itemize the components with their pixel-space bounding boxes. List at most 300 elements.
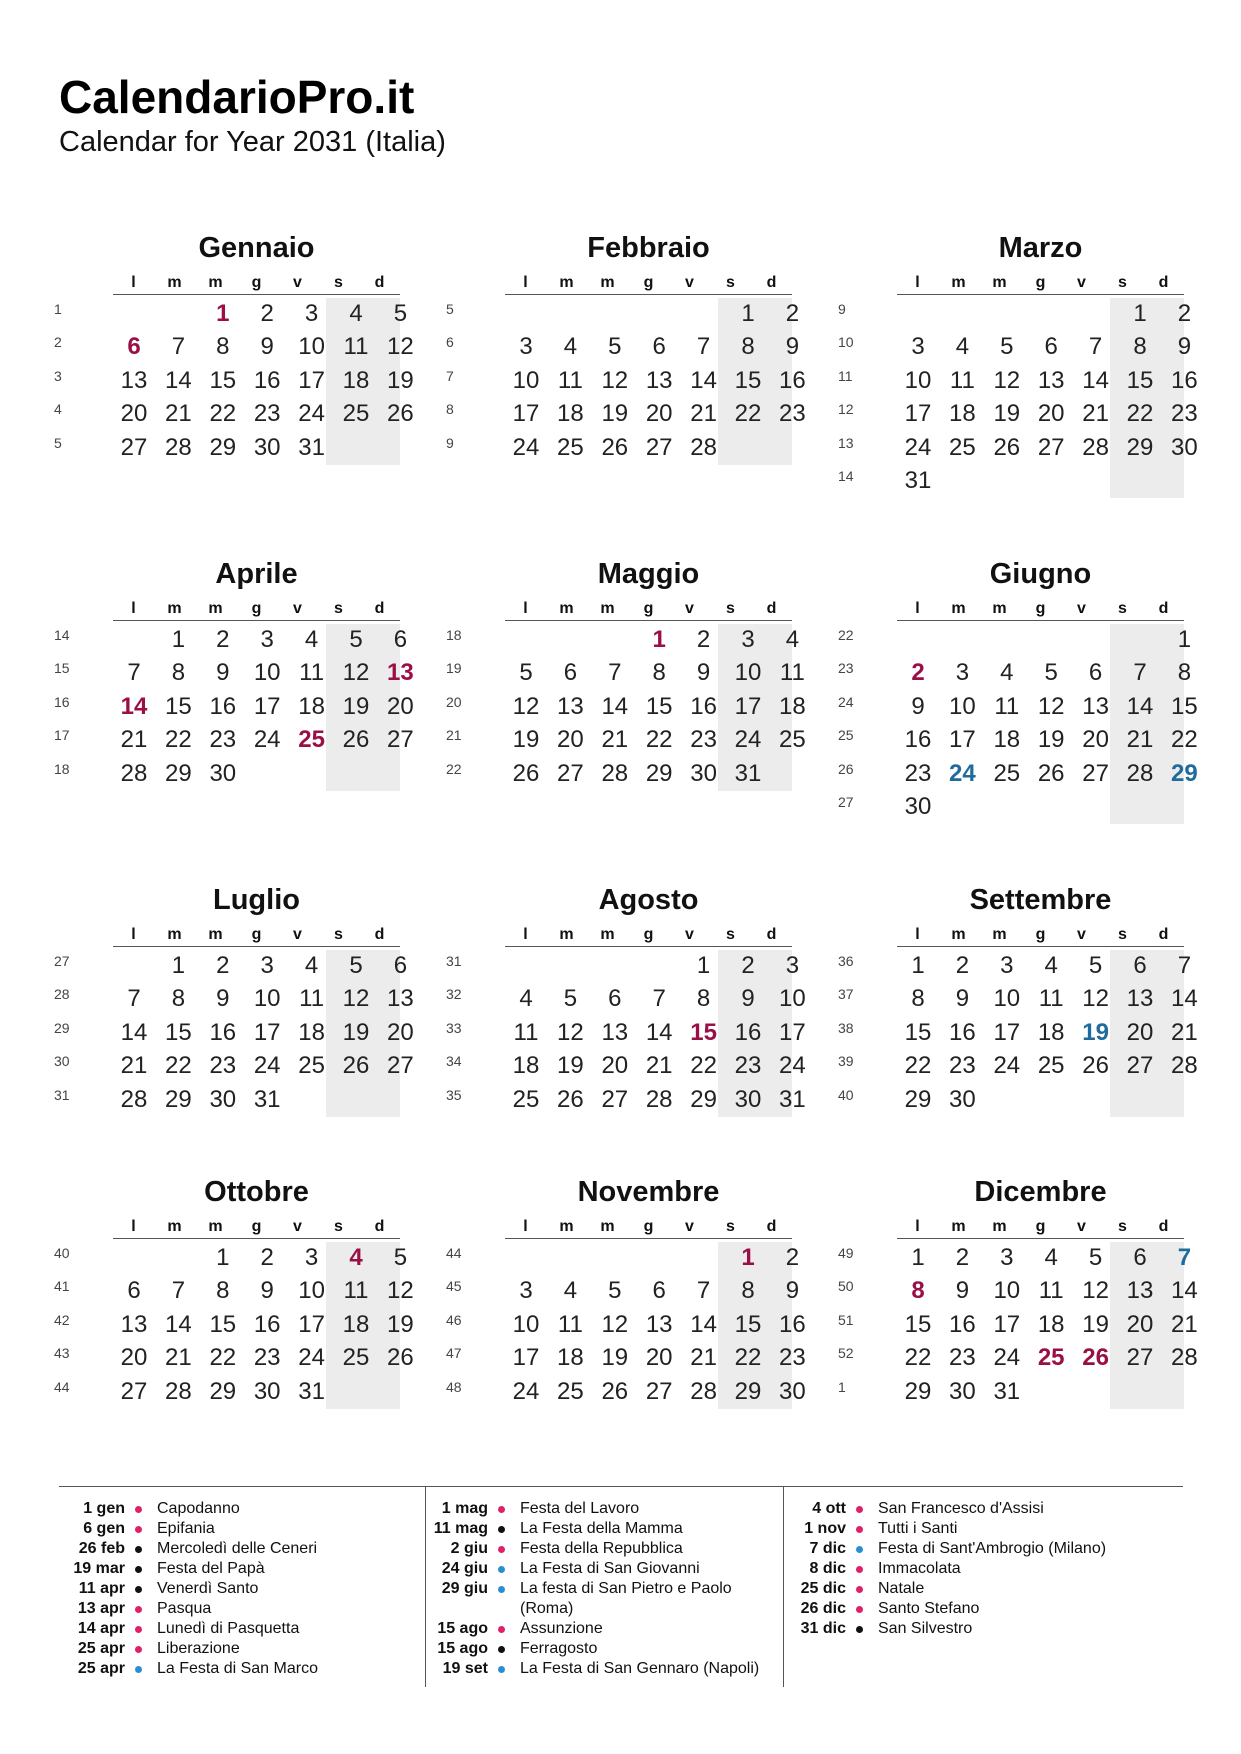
day-cell: 11	[994, 692, 1020, 720]
day-cell: 10	[734, 659, 762, 687]
day-cell: 2	[785, 300, 800, 327]
legend-name: Santo Stefano	[878, 1600, 980, 1617]
legend-date: 2 giu	[450, 1540, 488, 1557]
week-number: 25	[838, 727, 854, 744]
day-cell: 22	[904, 1344, 932, 1372]
weekday-header: v	[1077, 600, 1086, 617]
day-cell: 1	[696, 952, 711, 979]
day-cell: 26	[601, 433, 629, 461]
day-cell: 11	[557, 366, 583, 394]
day-cell: 25	[557, 1377, 584, 1405]
day-cell: 3	[1000, 952, 1014, 979]
local-dot-icon	[135, 1666, 142, 1673]
weekday-header: l	[523, 926, 528, 943]
week-number: 31	[446, 953, 462, 969]
day-cell: 24	[904, 433, 932, 461]
day-cell: 13	[557, 692, 584, 720]
day-cell: 21	[1126, 726, 1154, 754]
week-number: 45	[446, 1278, 462, 1295]
week-number: 32	[446, 986, 462, 1003]
day-cell: 9	[785, 1277, 800, 1305]
week-number: 37	[838, 986, 854, 1003]
day-cell: 26	[387, 1344, 414, 1372]
day-cell: 10	[298, 333, 325, 361]
day-cell: 1	[911, 1244, 925, 1271]
day-cell: 3	[519, 1277, 533, 1305]
day-cell: 15	[734, 1310, 762, 1338]
week-number: 15	[54, 660, 70, 677]
legend-date: 19 mar	[73, 1560, 125, 1577]
day-cell: 2	[785, 1244, 800, 1271]
day-cell: 21	[120, 726, 148, 754]
day-cell: 10	[512, 366, 540, 394]
weekday-header: d	[766, 600, 777, 617]
day-cell: 18	[993, 726, 1021, 754]
legend-name: Pasqua	[157, 1600, 212, 1617]
week-number: 3	[54, 367, 62, 384]
day-cell: 7	[1133, 659, 1147, 687]
day-cell: 5	[608, 1277, 622, 1305]
weekday-header: m	[951, 926, 966, 943]
day-cell: 22	[165, 726, 192, 754]
local-dot-icon	[498, 1566, 505, 1573]
legend-name: Tutti i Santi	[878, 1520, 958, 1537]
week-number: 5	[54, 434, 62, 451]
legend-column	[425, 1487, 784, 1687]
day-cell: 27	[120, 1377, 148, 1405]
day-cell: 23	[734, 1052, 762, 1080]
day-cell: 12	[1082, 1277, 1109, 1305]
legend-name: Assunzione	[520, 1620, 603, 1637]
weekday-header: g	[251, 926, 262, 943]
day-cell: 6	[608, 985, 622, 1013]
day-cell: 8	[741, 333, 755, 361]
day-cell: 29	[165, 759, 192, 787]
legend-name: Epifania	[157, 1520, 215, 1537]
week-number: 13	[838, 434, 854, 451]
day-cell: 19	[342, 692, 370, 720]
day-cell: 1	[911, 952, 925, 979]
legend-date: 1 gen	[83, 1500, 125, 1517]
day-cell: 28	[690, 433, 717, 461]
day-cell: 23	[904, 759, 932, 787]
day-cell: 29	[690, 1085, 717, 1113]
weekday-header-row	[897, 926, 1184, 947]
weekday-header: l	[915, 600, 920, 617]
day-cell: 6	[393, 626, 408, 653]
day-cell: 20	[387, 1018, 414, 1046]
day-cell: 4	[563, 1277, 578, 1305]
day-cell: 28	[690, 1377, 717, 1405]
day-cell: 26	[342, 1052, 370, 1080]
day-cell: 20	[1082, 726, 1109, 754]
day-cell: 18	[557, 1344, 584, 1372]
week-number: 33	[446, 1019, 462, 1036]
weekday-header: s	[726, 274, 735, 291]
day-cell: 15	[904, 1310, 932, 1338]
day-cell: 4	[1044, 952, 1058, 979]
holiday-day-cell: 15	[690, 1018, 717, 1046]
weekday-header: l	[915, 1218, 920, 1235]
day-cell: 18	[779, 692, 806, 720]
day-cell: 14	[1171, 1277, 1198, 1305]
day-cell: 27	[645, 1377, 673, 1405]
day-cell: 25	[993, 759, 1021, 787]
day-cell: 1	[216, 1244, 230, 1271]
weekday-header: v	[1077, 1218, 1086, 1235]
legend-date: 15 ago	[437, 1640, 488, 1657]
day-cell: 31	[734, 759, 762, 787]
national-dot-icon	[856, 1526, 863, 1533]
week-number: 40	[54, 1245, 70, 1261]
day-cell: 21	[1082, 400, 1109, 428]
day-cell: 16	[209, 1018, 237, 1046]
weekday-header: m	[559, 1218, 574, 1235]
observance-dot-icon	[498, 1646, 505, 1653]
national-dot-icon	[498, 1546, 505, 1553]
weekday-header: d	[374, 274, 385, 291]
weekday-header: m	[208, 1218, 223, 1235]
day-cell: 31	[993, 1377, 1021, 1405]
week-number: 14	[838, 468, 854, 484]
day-cell: 21	[601, 726, 629, 754]
week-number: 18	[54, 760, 70, 777]
weekday-header: s	[726, 1218, 735, 1235]
holiday-day-cell: 8	[911, 1277, 925, 1305]
day-cell: 25	[512, 1085, 540, 1113]
legend-date: 13 apr	[77, 1600, 125, 1617]
legend-date: 19 set	[442, 1660, 488, 1677]
day-cell: 2	[1177, 300, 1192, 327]
day-cell: 30	[1171, 433, 1198, 461]
national-dot-icon	[135, 1506, 142, 1513]
day-cell: 2	[260, 300, 274, 327]
day-cell: 12	[993, 366, 1021, 394]
day-cell: 4	[304, 626, 319, 653]
legend-name: La Festa di San Marco	[157, 1660, 318, 1677]
day-cell: 22	[734, 1344, 762, 1372]
week-number: 27	[54, 953, 70, 969]
day-cell: 25	[342, 1344, 370, 1372]
day-cell: 30	[904, 793, 932, 820]
day-cell: 10	[253, 659, 281, 687]
day-cell: 18	[1037, 1018, 1065, 1046]
day-cell: 16	[253, 1310, 281, 1338]
day-cell: 8	[911, 985, 925, 1013]
day-cell: 26	[601, 1377, 629, 1405]
weekday-header-row	[897, 600, 1184, 621]
day-cell: 17	[512, 1344, 540, 1372]
day-cell: 11	[343, 333, 369, 361]
month-title: Dicembre	[974, 1176, 1107, 1208]
day-cell: 28	[165, 433, 192, 461]
day-cell: 20	[645, 400, 673, 428]
day-cell: 12	[342, 659, 370, 687]
weekday-header: d	[766, 274, 777, 291]
national-dot-icon	[135, 1606, 142, 1613]
day-cell: 3	[741, 626, 755, 653]
legend-date: 1 nov	[804, 1520, 846, 1537]
week-number: 8	[446, 401, 454, 418]
weekday-header: m	[600, 600, 615, 617]
legend-name: Festa del Lavoro	[520, 1500, 640, 1517]
day-cell: 29	[209, 433, 237, 461]
day-cell: 25	[779, 726, 806, 754]
day-cell: 26	[557, 1085, 584, 1113]
day-cell: 21	[690, 400, 717, 428]
day-cell: 20	[120, 400, 148, 428]
weekday-header: m	[600, 274, 615, 291]
weekday-header: g	[251, 1218, 262, 1235]
weekday-header: g	[643, 1218, 654, 1235]
weekday-header: m	[951, 1218, 966, 1235]
legend-name: Immacolata	[878, 1560, 961, 1577]
holiday-day-cell: 25	[298, 726, 325, 754]
day-cell: 30	[949, 1085, 976, 1113]
holiday-day-cell: 1	[216, 300, 230, 327]
week-number: 44	[446, 1245, 462, 1261]
day-cell: 16	[690, 692, 717, 720]
weekday-header: v	[685, 600, 694, 617]
day-cell: 27	[387, 1052, 414, 1080]
weekday-header: d	[1158, 600, 1169, 617]
weekday-header: g	[643, 926, 654, 943]
day-cell: 28	[1082, 433, 1109, 461]
day-cell: 20	[645, 1344, 673, 1372]
day-cell: 13	[387, 985, 414, 1013]
national-dot-icon	[135, 1526, 142, 1533]
weekday-header: s	[1118, 274, 1127, 291]
day-cell: 12	[342, 985, 370, 1013]
day-cell: 28	[165, 1377, 192, 1405]
legend-date: 6 gen	[83, 1520, 125, 1537]
day-cell: 23	[253, 1344, 281, 1372]
weekday-header: g	[1035, 600, 1046, 617]
day-cell: 19	[601, 1344, 629, 1372]
week-number: 43	[54, 1345, 70, 1362]
national-dot-icon	[498, 1626, 505, 1633]
day-cell: 11	[557, 1310, 583, 1338]
weekday-header: g	[643, 600, 654, 617]
week-number: 2	[54, 334, 62, 351]
day-cell: 19	[342, 1018, 370, 1046]
month-title: Febbraio	[587, 232, 710, 264]
weekday-header: s	[1118, 1218, 1127, 1235]
day-cell: 11	[1038, 985, 1064, 1013]
day-cell: 23	[949, 1344, 976, 1372]
week-number: 42	[54, 1311, 70, 1328]
observance-dot-icon	[856, 1626, 863, 1633]
day-cell: 20	[1126, 1310, 1154, 1338]
day-cell: 2	[741, 952, 755, 979]
week-number: 50	[838, 1278, 854, 1295]
day-cell: 31	[779, 1085, 806, 1113]
legend-name: Festa della Repubblica	[520, 1540, 683, 1557]
legend-column	[59, 1487, 425, 1687]
week-number: 9	[838, 301, 846, 317]
week-number: 49	[838, 1245, 854, 1261]
weekday-header: l	[915, 274, 920, 291]
month-title: Marzo	[998, 232, 1083, 264]
day-cell: 19	[387, 366, 414, 394]
day-cell: 6	[652, 333, 666, 361]
day-cell: 15	[209, 1310, 237, 1338]
day-cell: 23	[209, 1052, 237, 1080]
day-cell: 14	[165, 366, 192, 394]
weekday-header: d	[1158, 1218, 1169, 1235]
day-cell: 26	[387, 400, 414, 428]
day-cell: 10	[253, 985, 281, 1013]
day-cell: 10	[779, 985, 806, 1013]
day-cell: 10	[949, 692, 976, 720]
national-dot-icon	[856, 1506, 863, 1513]
week-number: 52	[838, 1345, 854, 1362]
day-cell: 3	[304, 1244, 319, 1271]
month-title: Giugno	[989, 558, 1092, 590]
weekday-header: d	[1158, 926, 1169, 943]
legend-date: 26 feb	[78, 1540, 125, 1557]
day-cell: 24	[993, 1052, 1021, 1080]
local-holiday-day-cell: 24	[949, 759, 976, 787]
weekday-header: d	[374, 926, 385, 943]
weekday-header: m	[559, 926, 574, 943]
week-number: 17	[54, 727, 70, 744]
weekday-header-row	[897, 274, 1184, 295]
weekday-header: v	[685, 274, 694, 291]
weekday-header: m	[951, 274, 966, 291]
day-cell: 1	[171, 952, 186, 979]
day-cell: 6	[393, 952, 408, 979]
day-cell: 22	[209, 1344, 237, 1372]
day-cell: 12	[1037, 692, 1065, 720]
day-cell: 21	[645, 1052, 673, 1080]
week-number: 11	[838, 367, 853, 384]
week-number: 24	[838, 693, 854, 710]
day-cell: 10	[993, 1277, 1021, 1305]
week-number: 41	[54, 1278, 70, 1295]
day-cell: 13	[120, 366, 148, 394]
week-number: 35	[446, 1086, 462, 1103]
day-cell: 15	[645, 692, 673, 720]
day-cell: 17	[993, 1018, 1021, 1046]
day-cell: 14	[1171, 985, 1198, 1013]
weekday-header: l	[131, 274, 136, 291]
day-cell: 5	[349, 626, 363, 653]
week-number: 47	[446, 1345, 462, 1362]
weekday-header: s	[334, 926, 343, 943]
weekday-header-row	[897, 1218, 1184, 1239]
day-cell: 23	[1171, 400, 1198, 428]
day-cell: 20	[601, 1052, 629, 1080]
day-cell: 9	[260, 333, 274, 361]
day-cell: 6	[127, 1277, 141, 1305]
weekday-header: m	[951, 600, 966, 617]
weekday-header: s	[1118, 600, 1127, 617]
day-cell: 10	[993, 985, 1021, 1013]
day-cell: 22	[645, 726, 673, 754]
day-cell: 8	[216, 1277, 230, 1305]
holiday-day-cell: 1	[652, 626, 666, 653]
weekday-header: l	[523, 274, 528, 291]
legend-date: 25 apr	[77, 1640, 125, 1657]
week-number: 19	[446, 660, 462, 677]
day-cell: 29	[904, 1377, 932, 1405]
day-cell: 27	[1037, 433, 1065, 461]
day-cell: 23	[949, 1052, 976, 1080]
day-cell: 16	[779, 366, 806, 394]
day-cell: 6	[1133, 1244, 1147, 1271]
day-cell: 26	[993, 433, 1021, 461]
day-cell: 24	[512, 1377, 540, 1405]
week-number: 31	[54, 1086, 70, 1103]
weekday-header: m	[992, 600, 1007, 617]
week-number: 7	[446, 367, 454, 384]
day-cell: 21	[690, 1344, 717, 1372]
day-cell: 6	[563, 659, 578, 687]
day-cell: 14	[1126, 692, 1154, 720]
day-cell: 29	[734, 1377, 762, 1405]
day-cell: 28	[1171, 1344, 1198, 1372]
day-cell: 18	[1037, 1310, 1065, 1338]
day-cell: 6	[1133, 952, 1147, 979]
day-cell: 8	[741, 1277, 755, 1305]
week-number: 36	[838, 953, 854, 969]
day-cell: 22	[1171, 726, 1198, 754]
day-cell: 16	[1171, 366, 1198, 394]
day-cell: 3	[1000, 1244, 1014, 1271]
day-cell: 30	[209, 759, 237, 787]
weekday-header: m	[600, 926, 615, 943]
weekday-header: v	[293, 1218, 302, 1235]
day-cell: 26	[1037, 759, 1065, 787]
week-number: 51	[838, 1311, 854, 1328]
weekday-header: m	[208, 600, 223, 617]
day-cell: 15	[1126, 366, 1154, 394]
weekday-header: d	[374, 600, 385, 617]
day-cell: 21	[1171, 1310, 1198, 1338]
holiday-day-cell: 6	[127, 333, 141, 361]
day-cell: 27	[645, 433, 673, 461]
day-cell: 30	[949, 1377, 976, 1405]
legend-name: Natale	[878, 1580, 925, 1597]
day-cell: 16	[734, 1018, 762, 1046]
day-cell: 5	[1044, 659, 1058, 687]
day-cell: 1	[1177, 626, 1192, 653]
national-dot-icon	[856, 1566, 863, 1573]
weekday-header: d	[766, 1218, 777, 1235]
weekday-header: g	[1035, 274, 1046, 291]
weekday-header: s	[334, 1218, 343, 1235]
day-cell: 10	[904, 366, 932, 394]
day-cell: 15	[209, 366, 237, 394]
day-cell: 9	[785, 333, 800, 361]
day-cell: 23	[253, 400, 281, 428]
weekday-header: d	[1158, 274, 1169, 291]
day-cell: 30	[690, 759, 717, 787]
day-cell: 3	[785, 952, 800, 979]
observance-dot-icon	[135, 1586, 142, 1593]
day-cell: 1	[1133, 300, 1147, 327]
day-cell: 16	[253, 366, 281, 394]
day-cell: 18	[512, 1052, 540, 1080]
week-number: 34	[446, 1053, 462, 1070]
weekday-header: m	[992, 274, 1007, 291]
day-cell: 17	[993, 1310, 1021, 1338]
local-holiday-day-cell: 29	[1171, 759, 1198, 787]
day-cell: 7	[652, 985, 666, 1013]
legend-name: La Festa di San Gennaro (Napoli)	[520, 1660, 760, 1677]
day-cell: 31	[298, 433, 325, 461]
